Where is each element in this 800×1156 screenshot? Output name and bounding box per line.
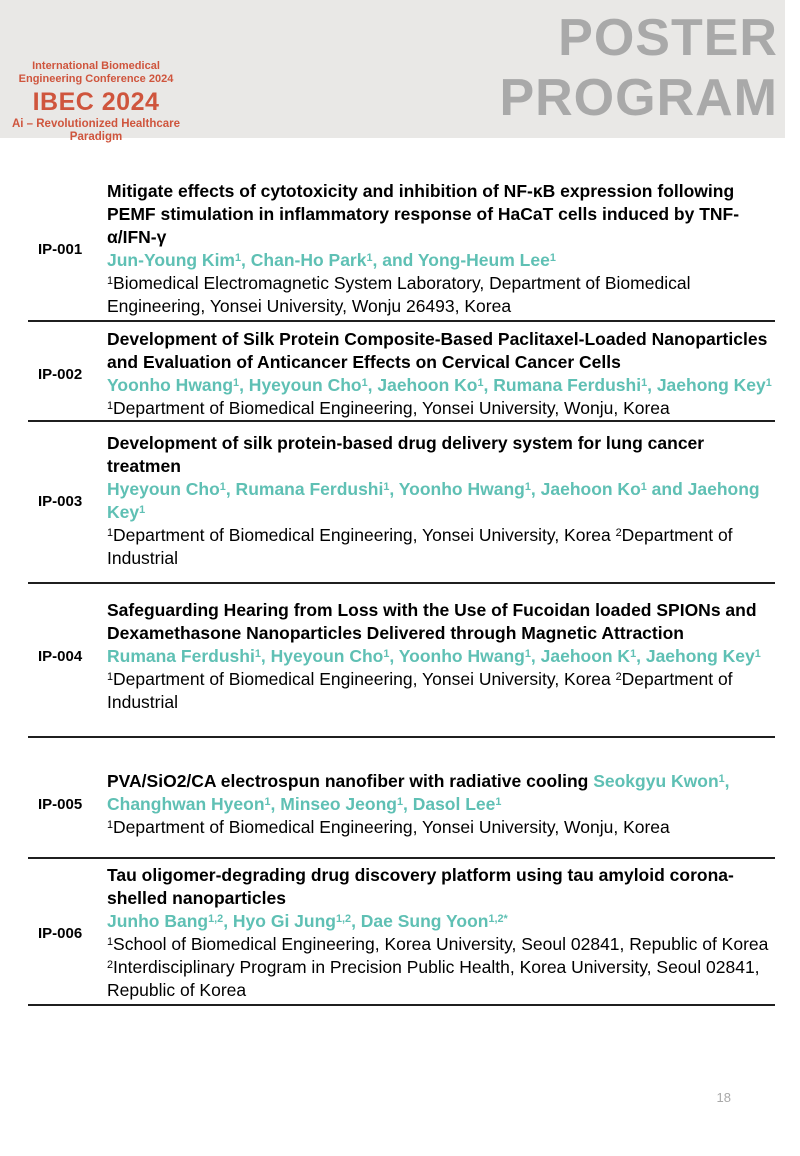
poster-title: Development of silk protein-based drug delivery system for lung cancer treatmen: [107, 433, 705, 476]
poster-authors: Hyeyoun Cho$^1$, Rumana Ferdushi$^1$, Yoonho Hwang$^1$, Jaehoon Ko$^1$ and Jaehong Key$^1$: [107, 479, 760, 522]
poster-id: IP-005: [38, 796, 83, 813]
poster-affiliations: [107, 397, 775, 420]
entry-main: [107, 864, 775, 933]
poster-list: [0, 138, 800, 1006]
entry-main: [107, 599, 775, 668]
poster-id: IP-003: [38, 492, 83, 510]
poster-entry: [28, 322, 775, 422]
poster-affiliations: [107, 933, 775, 1002]
poster-affiliation: $^2$Interdisciplinary Program in Precision Public Health, Korea University, Seoul 02841, Republic of Korea: [107, 957, 760, 1000]
entry-main: [107, 328, 775, 397]
poster-affiliations: [107, 272, 775, 318]
poster-title: Tau oligomer-degrading drug discovery platform using tau amyloid corona-shelled nanoparticles: [107, 865, 734, 908]
poster-title: Safeguarding Hearing from Loss with the Use of Fucoidan loaded SPIONs and Dexamethasone Nanoparticles Delivered through Magnetic Attraction: [107, 600, 757, 643]
poster-entry-content: [107, 599, 775, 714]
poster-affiliations: [107, 524, 775, 570]
page-header: [0, 0, 785, 143]
poster-authors: Jun-Young Kim$^1$, Chan-Ho Park$^1$, and Yong-Heum Lee$^1$: [107, 250, 556, 270]
entry-main: [107, 770, 775, 816]
poster-affiliation: $^1$Biomedical Electromagnetic System Laboratory, Department of Biomedical Engineering, Yonsei University, Wonju 26493, Korea: [107, 273, 691, 316]
poster-entry: [28, 584, 775, 738]
poster-authors: Seokgyu Kwon$^1$, Changhwan Hyeon$^1$, Minseo Jeong$^1$, Dasol Lee$^1$: [107, 771, 730, 814]
poster-title: PVA/SiO2/CA electrospun nanofiber with radiative cooling: [107, 771, 594, 791]
poster-entry-content: [107, 180, 775, 318]
conference-name-line2: Engineering Conference 2024: [18, 73, 174, 85]
poster-id: IP-001: [38, 240, 83, 258]
poster-affiliation: $^1$Department of Biomedical Engineering, Yonsei University, Wonju, Korea: [107, 817, 670, 837]
page-title-line2: PROGRAM: [499, 69, 778, 127]
poster-authors: Rumana Ferdushi$^1$, Hyeyoun Cho$^1$, Yoonho Hwang$^1$, Jaehoon $K^1$, Jaehong Key$^1$: [107, 646, 761, 666]
poster-id: IP-002: [38, 365, 83, 383]
poster-entry-content: [107, 770, 775, 839]
poster-title: Mitigate effects of cytotoxicity and inhibition of NF-κB expression following PEMF stimulation in inflammatory response of HaCaT cells induced by TNF-α/IFN-γ: [107, 181, 740, 247]
page-title: [499, 8, 778, 128]
poster-entry: [28, 859, 775, 1006]
poster-title: Development of Silk Protein Composite-Based Paclitaxel-Loaded Nanoparticles and Evaluation of Anticancer Effects on Cervical Cancer Cells: [107, 329, 768, 372]
poster-entry: [28, 738, 775, 859]
poster-entry: [28, 422, 775, 584]
page-title-line1: POSTER: [558, 9, 778, 67]
poster-affiliations: [107, 668, 775, 714]
entry-main: [107, 432, 775, 524]
conference-name-line1: International Biomedical: [32, 60, 160, 72]
conference-tagline: Ai – Revolutionized Healthcare Paradigm: [11, 118, 181, 143]
entry-main: [107, 180, 775, 272]
poster-entry-content: [107, 432, 775, 570]
poster-affiliation: $^1$Department of Biomedical Engineering, Yonsei University, Wonju, Korea: [107, 398, 670, 418]
poster-entry-content: [107, 864, 775, 1002]
poster-entry: [28, 138, 775, 322]
poster-affiliation: $^1$Department of Biomedical Engineering, Yonsei University, Korea $^2$Department of Industrial: [107, 669, 733, 712]
poster-id: IP-006: [38, 924, 83, 942]
poster-id: IP-004: [38, 648, 83, 665]
poster-authors: Yoonho Hwang$^1$, Hyeyoun Cho$^1$, Jaehoon Ko$^1$, Rumana Ferdushi$^1$, Jaehong Key$^1$: [107, 375, 772, 395]
page-number: 18: [716, 1090, 731, 1105]
poster-affiliations: [107, 816, 775, 839]
poster-affiliation: $^1$Department of Biomedical Engineering, Yonsei University, Korea $^2$Department of Industrial: [107, 525, 733, 568]
poster-affiliation: $^1$School of Biomedical Engineering, Korea University, Seoul 02841, Republic of Korea: [107, 934, 769, 954]
poster-entry-content: [107, 328, 775, 420]
conference-logo: [10, 60, 182, 144]
conference-acronym: IBEC 2024: [32, 88, 160, 116]
poster-authors: Junho Bang$^{1,2}$, Hyo Gi Jung$^{1,2}$, Dae Sung Yoon$^{1,2*}$: [107, 911, 508, 931]
